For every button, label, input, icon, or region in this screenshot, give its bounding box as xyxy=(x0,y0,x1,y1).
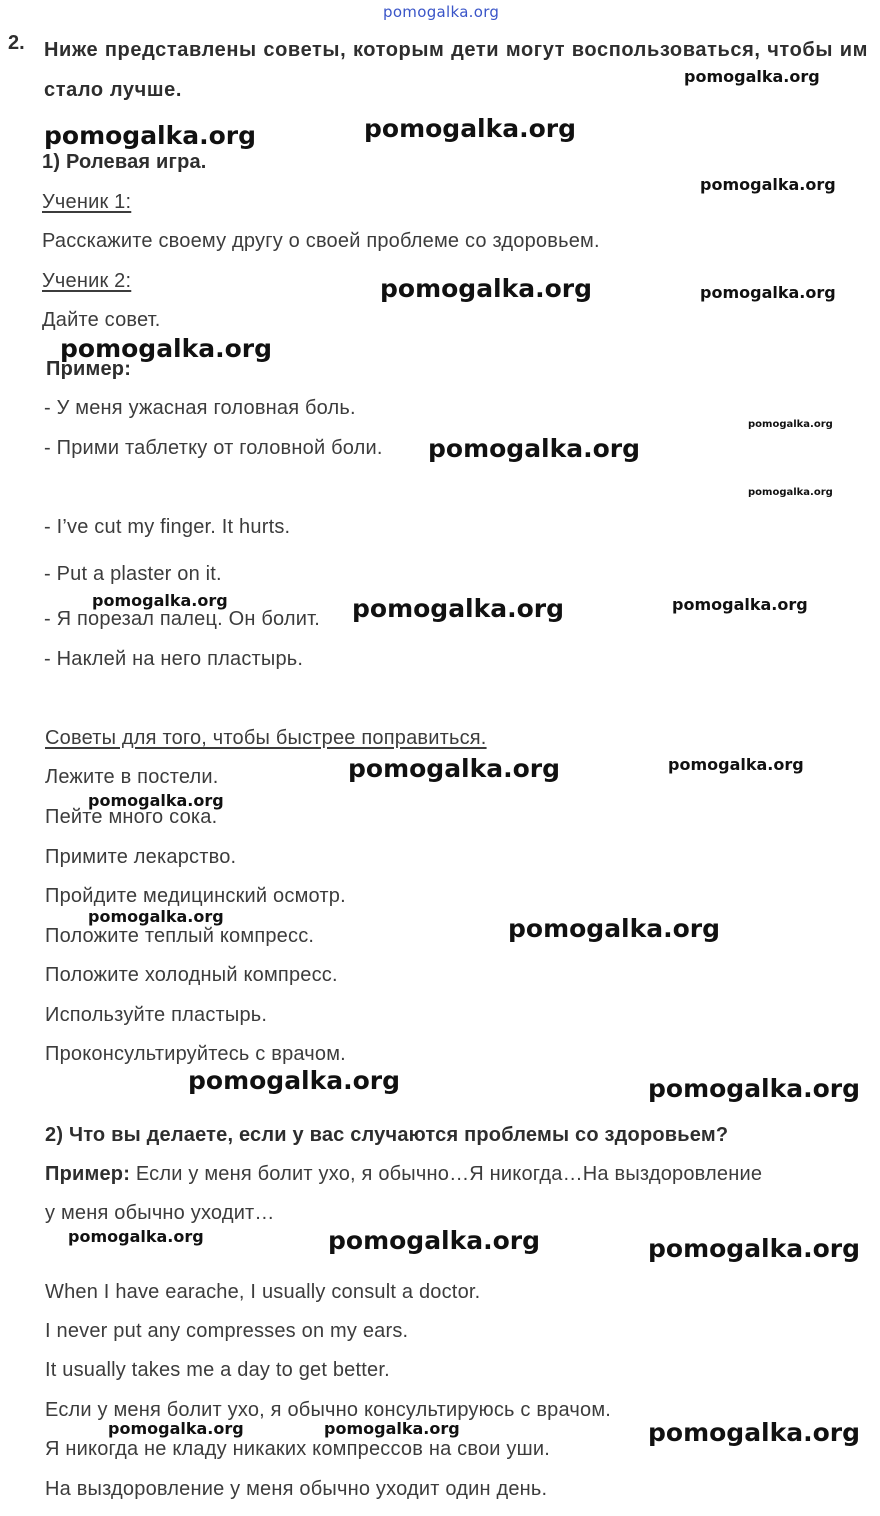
dialog-line: - Наклей на него пластырь. xyxy=(44,648,304,670)
site-watermark-top: pomogalka.org xyxy=(383,3,500,21)
tips-heading: Советы для того, чтобы быстрее поправиться. xyxy=(45,727,487,749)
answer-line: I never put any compresses on my ears. xyxy=(45,1320,409,1342)
dialog-line: - Я порезал палец. Он болит. xyxy=(44,608,321,630)
example-line: - У меня ужасная головная боль. xyxy=(44,397,356,419)
watermark: pomogalka.org xyxy=(348,754,561,783)
part2-heading: 2) Что вы делаете, если у вас случаются проблемы со здоровьем? xyxy=(45,1124,729,1146)
watermark: pomogalka.org xyxy=(700,283,836,302)
student1-label: Ученик 1: xyxy=(42,191,132,213)
watermark: pomogalka.org xyxy=(328,1226,541,1255)
watermark: pomogalka.org xyxy=(508,914,721,943)
watermark: pomogalka.org xyxy=(88,791,224,810)
watermark: pomogalka.org xyxy=(88,907,224,926)
watermark: pomogalka.org xyxy=(684,67,820,86)
watermark: pomogalka.org xyxy=(672,595,808,614)
part2-example xyxy=(45,1162,762,1186)
watermark: pomogalka.org xyxy=(324,1419,460,1438)
example-label: Пример: xyxy=(46,358,132,380)
watermark: pomogalka.org xyxy=(364,114,577,143)
student2-label: Ученик 2: xyxy=(42,270,132,292)
dialog-line: - Put a plaster on it. xyxy=(44,563,222,585)
watermark: pomogalka.org xyxy=(380,274,593,303)
watermark: pomogalka.org xyxy=(748,419,833,430)
watermark: pomogalka.org xyxy=(352,594,565,623)
watermark: pomogalka.org xyxy=(44,121,257,150)
student2-task: Дайте совет. xyxy=(42,309,161,331)
part2-example-label: Пример: xyxy=(45,1163,131,1185)
watermark: pomogalka.org xyxy=(668,755,804,774)
watermark: pomogalka.org xyxy=(108,1419,244,1438)
watermark: pomogalka.org xyxy=(428,434,641,463)
answer-line: It usually takes me a day to get better. xyxy=(45,1359,390,1381)
tip-item: Примите лекарство. xyxy=(45,846,237,868)
part2-example-continued: у меня обычно уходит… xyxy=(45,1202,275,1224)
task-instruction: Ниже представлены советы, которым дети могут воспользоваться, чтобы им стало лучше. xyxy=(44,39,868,101)
watermark: pomogalka.org xyxy=(60,334,273,363)
answer-line: Я никогда не кладу никаких компрессов на свои уши. xyxy=(45,1438,550,1460)
tip-item: Лежите в постели. xyxy=(45,766,219,788)
tip-item: Пройдите медицинский осмотр. xyxy=(45,885,346,907)
part2-example-text: Если у меня болит ухо, я обычно…Я никогда…На выздоровление xyxy=(135,1163,763,1185)
watermark: pomogalka.org xyxy=(188,1066,401,1095)
watermark: pomogalka.org xyxy=(68,1227,204,1246)
tip-item: Положите теплый компресс. xyxy=(45,925,315,947)
answer-line: Если у меня болит ухо, я обычно консультируюсь с врачом. xyxy=(45,1399,612,1421)
watermark: pomogalka.org xyxy=(748,487,833,498)
tip-item: Пейте много сока. xyxy=(45,806,218,828)
watermark: pomogalka.org xyxy=(648,1418,861,1447)
part1-heading: 1) Ролевая игра. xyxy=(42,151,207,173)
task-number: 2. xyxy=(8,32,25,54)
watermark: pomogalka.org xyxy=(648,1234,861,1263)
student1-task: Расскажите своему другу о своей проблеме со здоровьем. xyxy=(42,230,600,252)
answer-line: When I have earache, I usually consult a doctor. xyxy=(45,1281,481,1303)
tip-item: Положите холодный компресс. xyxy=(45,964,338,986)
watermark: pomogalka.org xyxy=(700,175,836,194)
tip-item: Используйте пластырь. xyxy=(45,1004,268,1026)
example-line: - Прими таблетку от головной боли. xyxy=(44,437,383,459)
dialog-line: - I’ve cut my finger. It hurts. xyxy=(44,516,291,538)
answer-line: На выздоровление у меня обычно уходит один день. xyxy=(45,1478,548,1500)
watermark: pomogalka.org xyxy=(648,1074,861,1103)
tip-item: Проконсультируйтесь с врачом. xyxy=(45,1043,346,1065)
watermark: pomogalka.org xyxy=(92,591,228,610)
